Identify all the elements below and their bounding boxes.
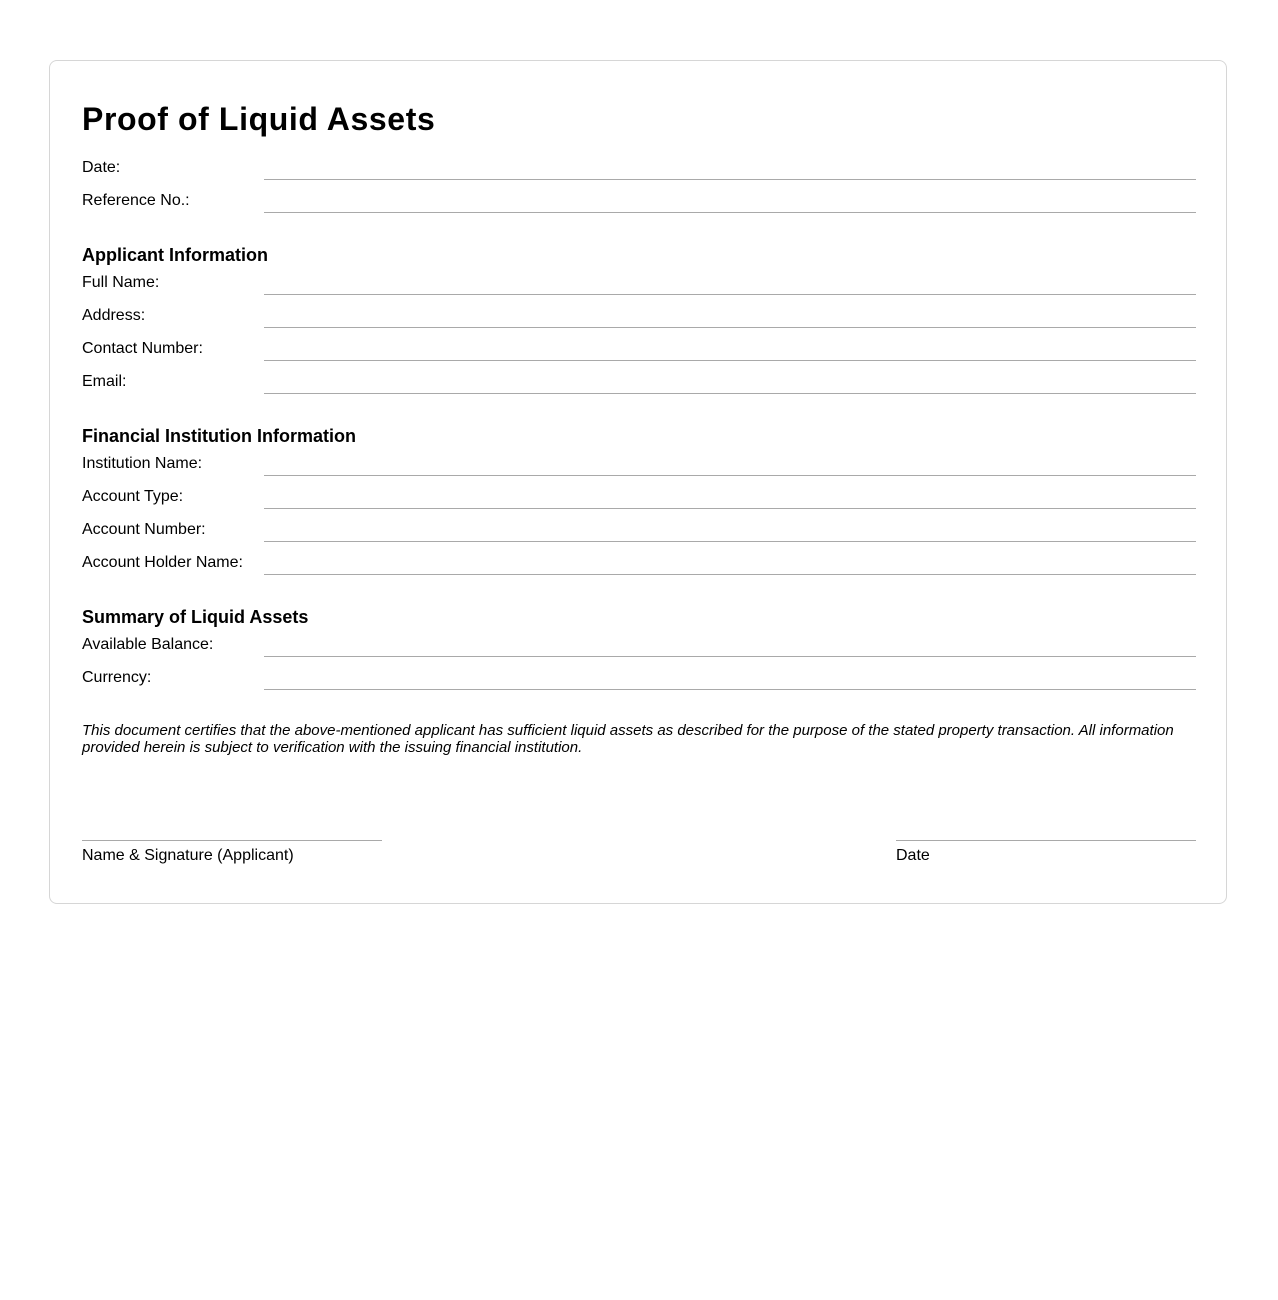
account-holder-name-field[interactable] bbox=[264, 574, 1196, 575]
signature-date-label: Date bbox=[896, 847, 930, 864]
institution-name-label: Institution Name: bbox=[82, 455, 203, 472]
email-field[interactable] bbox=[264, 393, 1196, 394]
financial-institution-heading: Financial Institution Information bbox=[82, 426, 356, 446]
signature-date-line[interactable] bbox=[896, 840, 1196, 841]
date-label: Date: bbox=[82, 159, 121, 176]
account-type-label: Account Type: bbox=[82, 488, 184, 505]
currency-field[interactable] bbox=[264, 689, 1196, 690]
address-field[interactable] bbox=[264, 327, 1196, 328]
reference-number-label: Reference No.: bbox=[82, 192, 190, 209]
institution-name-field[interactable] bbox=[264, 475, 1196, 476]
reference-number-field[interactable] bbox=[264, 212, 1196, 213]
email-label: Email: bbox=[82, 373, 127, 390]
liquid-assets-summary-heading: Summary of Liquid Assets bbox=[82, 607, 309, 627]
applicant-information-heading: Applicant Information bbox=[82, 245, 268, 265]
available-balance-label: Available Balance: bbox=[82, 636, 214, 653]
full-name-label: Full Name: bbox=[82, 274, 160, 291]
contact-number-field[interactable] bbox=[264, 360, 1196, 361]
available-balance-field[interactable] bbox=[264, 656, 1196, 657]
date-field[interactable] bbox=[264, 179, 1196, 180]
account-number-field[interactable] bbox=[264, 541, 1196, 542]
account-number-label: Account Number: bbox=[82, 521, 206, 538]
currency-label: Currency: bbox=[82, 669, 152, 686]
applicant-signature-label: Name & Signature (Applicant) bbox=[82, 847, 294, 864]
certification-disclaimer: This document certifies that the above-mentioned applicant has sufficient liquid assets as described for the purpose of the stated property transaction. All information provided herein is subject to verification with the issuing financial institution. bbox=[82, 722, 1174, 756]
address-label: Address: bbox=[82, 307, 146, 324]
contact-number-label: Contact Number: bbox=[82, 340, 203, 357]
applicant-signature-line[interactable] bbox=[82, 840, 382, 841]
full-name-field[interactable] bbox=[264, 294, 1196, 295]
account-holder-name-label: Account Holder Name: bbox=[82, 554, 243, 571]
document-card bbox=[49, 60, 1227, 904]
account-type-field[interactable] bbox=[264, 508, 1196, 509]
document-title: Proof of Liquid Assets bbox=[82, 101, 436, 137]
